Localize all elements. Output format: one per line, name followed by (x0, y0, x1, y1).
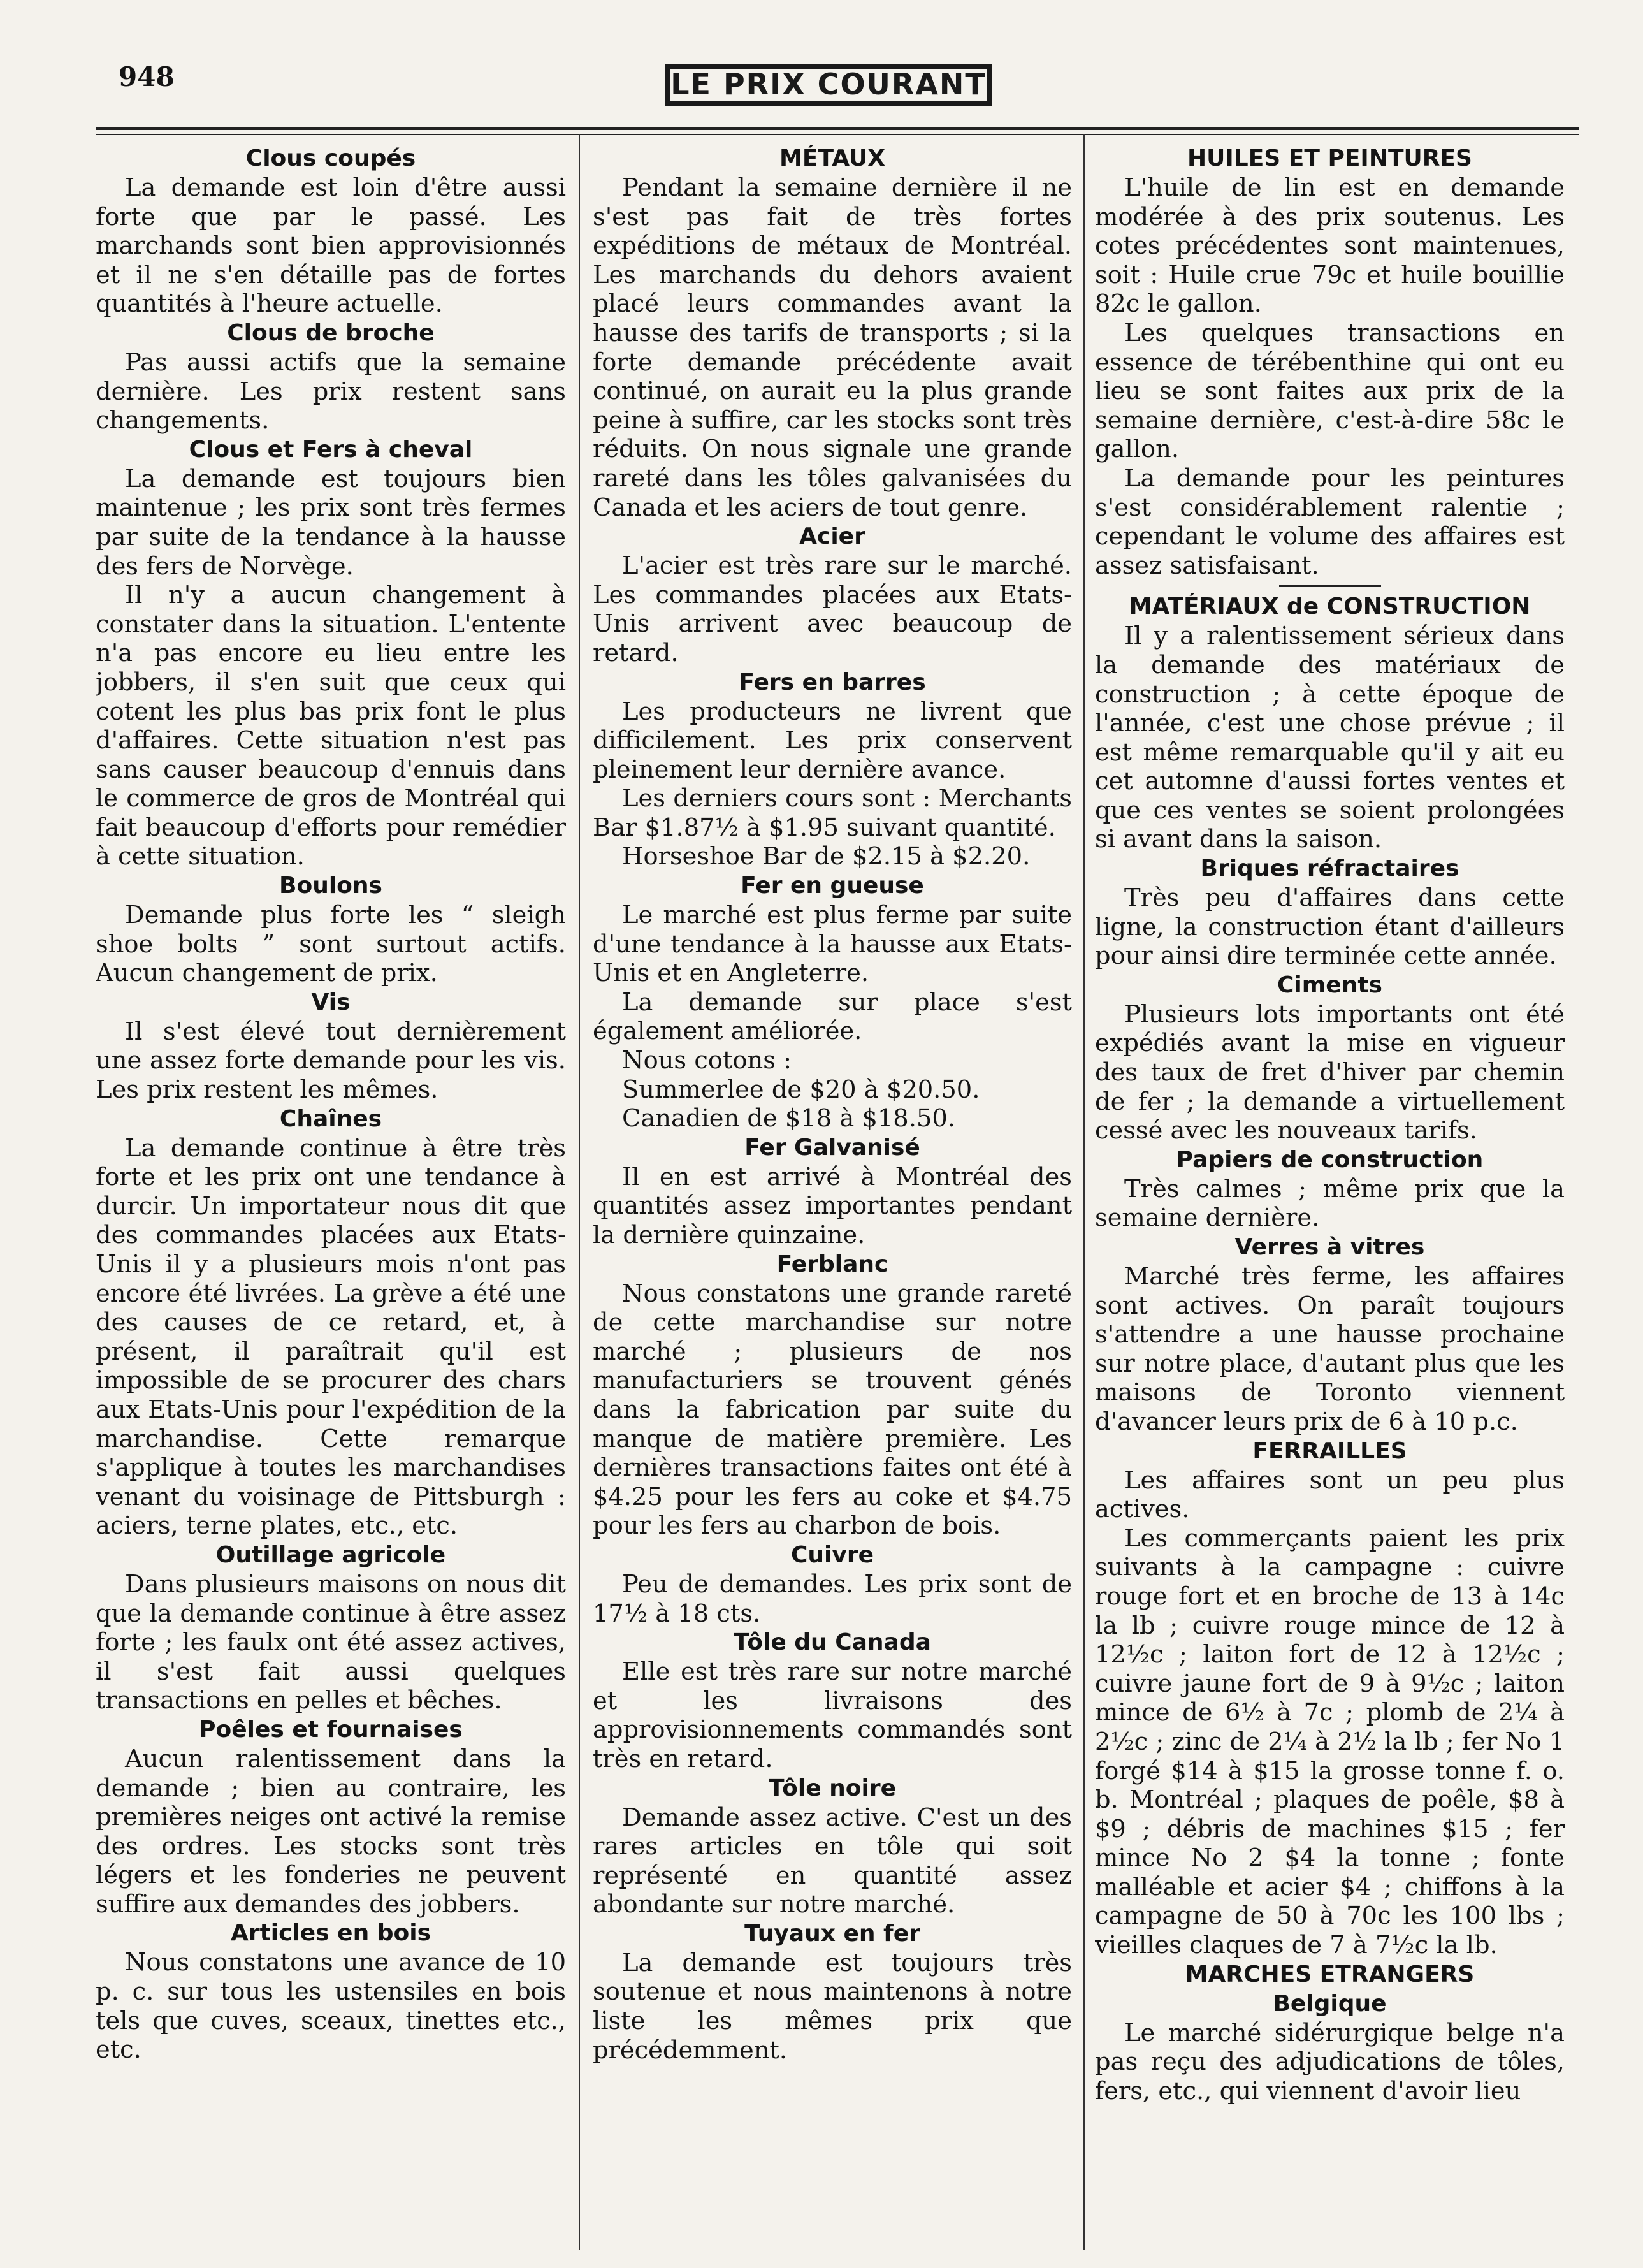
paragraph: Les producteurs ne livrent que difficilement. Les prix conservent pleinement leur dernière avance. (593, 697, 1072, 784)
column-2 (593, 144, 1072, 2241)
paragraph: Les derniers cours sont : Merchants Bar $1.87½ à $1.95 suivant quantité. (593, 784, 1072, 842)
section-heading: Chaînes (279, 1105, 382, 1132)
paragraph: La demande continue à être très forte et les prix ont une tendance à durcir. Un importateur nous dit que des commandes placées aux Etats-Unis il y a plusieurs mois n'ont pas encore été livrées. La grève a été une des causes de ce retard, et, à présent, il paraîtrait qu'il est impossible de se procurer des chars aux Etats-Unis pour l'expédition de la marchandise. Cette remarque s'applique à toutes les marchandises venant du voisinage de Pittsburgh : aciers, terne plates, etc., etc. (96, 1133, 566, 1541)
paragraph: La demande est toujours bien maintenue ; les prix sont très fermes par suite de la tendance à la hausse des fers de Norvège. (96, 464, 566, 581)
column-3 (1095, 144, 1565, 2241)
paragraph: Il s'est élevé tout dernièrement une assez forte demande pour les vis. Les prix restent les mêmes. (96, 1017, 566, 1105)
paragraph: Le marché sidérurgique belge n'a pas reçu des adjudications de tôles, fers, etc., qui viennent d'avoir lieu (1095, 2018, 1565, 2105)
paragraph: Nous constatons une grande rareté de cette marchandise sur notre marché ; plusieurs de nos manufacturiers se trouvent génés dans la fabrication par suite du manque de matière première. Les dernières transactions faites ont été à $4.25 pour les fers au coke et $4.75 pour les fers au charbon de bois. (593, 1279, 1072, 1541)
paragraph: Très peu d'affaires dans cette ligne, la construction étant d'ailleurs pour ainsi dire terminée cette année. (1095, 883, 1565, 971)
paragraph: Pas aussi actifs que la semaine dernière. Les prix restent sans changements. (96, 347, 566, 435)
paragraph: L'acier est très rare sur le marché. Les commandes placées aux Etats-Unis arrivent avec beaucoup de retard. (593, 551, 1072, 667)
section-heading: FERRAILLES (1252, 1437, 1407, 1464)
svg-text:LE PRIX COURANT: LE PRIX COURANT (670, 67, 987, 101)
section-heading: Belgique (1273, 1990, 1387, 2017)
header-rule-thick (96, 127, 1579, 130)
paragraph: La demande est toujours très soutenue et nous maintenons à notre liste les mêmes prix que précédemment. (593, 1948, 1072, 2065)
price-line: Canadien de $18 à $18.50. (622, 1104, 955, 1133)
section-heading: Fers en barres (739, 669, 926, 695)
section-divider (1279, 585, 1381, 587)
paragraph: La demande pour les peintures s'est considérablement ralentie ; cependant le volume des affaires est assez satisfaisant. (1095, 463, 1565, 580)
paragraph: La demande est loin d'être aussi forte que par le passé. Les marchands sont bien approvisionnés et il ne s'en détaille pas de fortes quantités à l'heure actuelle. (96, 173, 566, 319)
column-divider (579, 134, 580, 2250)
section-heading: Tôle noire (768, 1775, 897, 1801)
section-heading: Outillage agricole (215, 1541, 446, 1568)
masthead-logo (663, 52, 994, 113)
paragraph: Peu de demandes. Les prix sont de 17½ à 18 cts. (593, 1569, 1072, 1628)
section-heading: HUILES ET PEINTURES (1187, 145, 1472, 171)
paragraph: Demande plus forte les “ sleigh shoe bolts ” sont surtout actifs. Aucun changement de prix. (96, 901, 566, 988)
section-heading: MÉTAUX (779, 145, 885, 171)
paragraph: Marché très ferme, les affaires sont actives. On paraît toujours s'attendre a une hausse prochaine sur notre place, d'autant plus que les maisons de Toronto viennent d'avancer leurs prix de 6 à 10 p.c. (1095, 1262, 1565, 1436)
paragraph: L'huile de lin est en demande modérée à des prix soutenus. Les cotes précédentes sont maintenues, soit : Huile crue 79c et huile bouillie 82c le gallon. (1095, 173, 1565, 319)
paragraph: Pendant la semaine dernière il ne s'est pas fait de très fortes expéditions de métaux de Montréal. Les marchands du dehors avaient placé leurs commandes avant la hausse des tarifs de transports ; si la forte demande précédente avait continué, on aurait eu la plus grande peine à suffire, car les stocks sont très réduits. On nous signale une grande rareté dans les tôles galvanisées du Canada et les aciers de tout genre. (593, 173, 1072, 522)
paragraph: Elle est très rare sur notre marché et les livraisons des approvisionnements commandés sont très en retard. (593, 1657, 1072, 1773)
section-heading: Fer en gueuse (741, 873, 924, 899)
page-number: 948 (119, 61, 175, 92)
paragraph: Nous constatons une avance de 10 p. c. sur tous les ustensiles en bois tels que cuves, sceaux, tinettes etc., etc. (96, 1948, 566, 2065)
section-heading: MARCHES ETRANGERS (1185, 1961, 1475, 1988)
section-heading: Papiers de construction (1176, 1146, 1484, 1173)
section-heading: Vis (311, 989, 351, 1015)
section-heading: Fer Galvanisé (744, 1134, 920, 1161)
section-heading: Poêles et fournaises (199, 1716, 463, 1743)
paragraph: Il n'y a aucun changement à constater dans la situation. L'entente n'a pas encore eu lieu entre les jobbers, il s'en suit que ceux qui cotent les plus bas prix font le plus d'affaires. Cette situation n'est pas sans causer beaucoup d'ennuis dans le commerce de gros de Montréal qui fait beaucoup d'efforts pour remédier à cette situation. (96, 581, 566, 871)
paragraph: Le marché est plus ferme par suite d'une tendance à la hausse aux Etats-Unis et en Angleterre. (593, 901, 1072, 988)
paragraph: Les quelques transactions en essence de térébenthine qui ont eu lieu se sont faites aux prix de la semaine dernière, c'est-à-dire 58c le gallon. (1095, 318, 1565, 464)
section-heading: Articles en bois (230, 1920, 431, 1947)
section-heading: Ferblanc (776, 1251, 888, 1277)
paragraph: Aucun ralentissement dans la demande ; bien au contraire, les premières neiges ont activé la remise des ordres. Les stocks sont très légers et les fonderies ne peuvent suffire aux demandes des jobbers. (96, 1744, 566, 1919)
section-heading: Verres à vitres (1234, 1234, 1425, 1260)
section-heading: Boulons (279, 873, 382, 899)
section-heading: MATÉRIAUX de CONSTRUCTION (1129, 593, 1531, 620)
paragraph: Horseshoe Bar de $2.15 à $2.20. (622, 842, 1031, 871)
section-heading: Briques réfractaires (1200, 855, 1459, 882)
section-heading: Clous et Fers à cheval (189, 436, 473, 463)
paragraph: Très calmes ; même prix que la semaine dernière. (1095, 1174, 1565, 1233)
section-heading: Ciments (1277, 971, 1382, 998)
paragraph: Demande assez active. C'est un des rares articles en tôle qui soit représenté en quantité assez abondante sur notre marché. (593, 1803, 1072, 1919)
section-heading: Tôle du Canada (734, 1629, 931, 1656)
section-heading: Cuivre (790, 1541, 874, 1568)
column-1 (96, 144, 566, 2241)
price-line: Summerlee de $20 à $20.50. (622, 1075, 980, 1104)
paragraph: Il en est arrivé à Montréal des quantités assez importantes pendant la dernière quinzaine. (593, 1162, 1072, 1249)
header-rule-thin (96, 134, 1579, 135)
paragraph: La demande sur place s'est également améliorée. (593, 987, 1072, 1046)
section-heading: Tuyaux en fer (744, 1920, 920, 1947)
section-heading: Acier (799, 523, 865, 550)
paragraph: Les commerçants paient les prix suivants à la campagne : cuivre rouge fort et en broche de 13 à 14c la lb ; cuivre rouge mince de 12 à 12½c ; laiton fort de 12 à 12½c ; cuivre jaune fort de 9 à 9½c ; laiton mince de 6½ à 7c ; plomb de 2¼ à 2½c ; zinc de 2¼ à 2½ la lb ; fer No 1 forgé $14 à $15 la grosse tonne f. o. b. Montréal ; plaques de poêle, $8 à $9 ; débris de machines $15 ; fer mince No 2 $4 la tonne ; fonte malléable et acier $4 ; chiffons à la campagne de 50 à 70c les 100 lbs ; vieilles claques de 7 à 7½c la lb. (1095, 1523, 1565, 1960)
column-divider (1083, 134, 1085, 2250)
section-heading: Clous de broche (227, 319, 435, 346)
paragraph: Dans plusieurs maisons on nous dit que la demande continue à être assez forte ; les faulx ont été assez actives, il s'est fait aussi quelques transactions en pelles et bêches. (96, 1569, 566, 1715)
paragraph: Plusieurs lots importants ont été expédiés avant la mise en vigueur des taux de fret d'hiver par chemin de fer ; la demande a virtuellement cessé avec les nouveaux tarifs. (1095, 1000, 1565, 1145)
section-heading: Clous coupés (245, 145, 416, 171)
price-line: Nous cotons : (622, 1046, 792, 1075)
paragraph: Il y a ralentissement sérieux dans la demande des matériaux de construction ; à cette époque de l'année, c'est une chose prévue ; il est même remarquable qu'il y ait eu cet automne d'aussi fortes ventes et que ces ventes se soient prolongées si avant dans la saison. (1095, 622, 1565, 854)
paragraph: Les affaires sont un peu plus actives. (1095, 1465, 1565, 1524)
